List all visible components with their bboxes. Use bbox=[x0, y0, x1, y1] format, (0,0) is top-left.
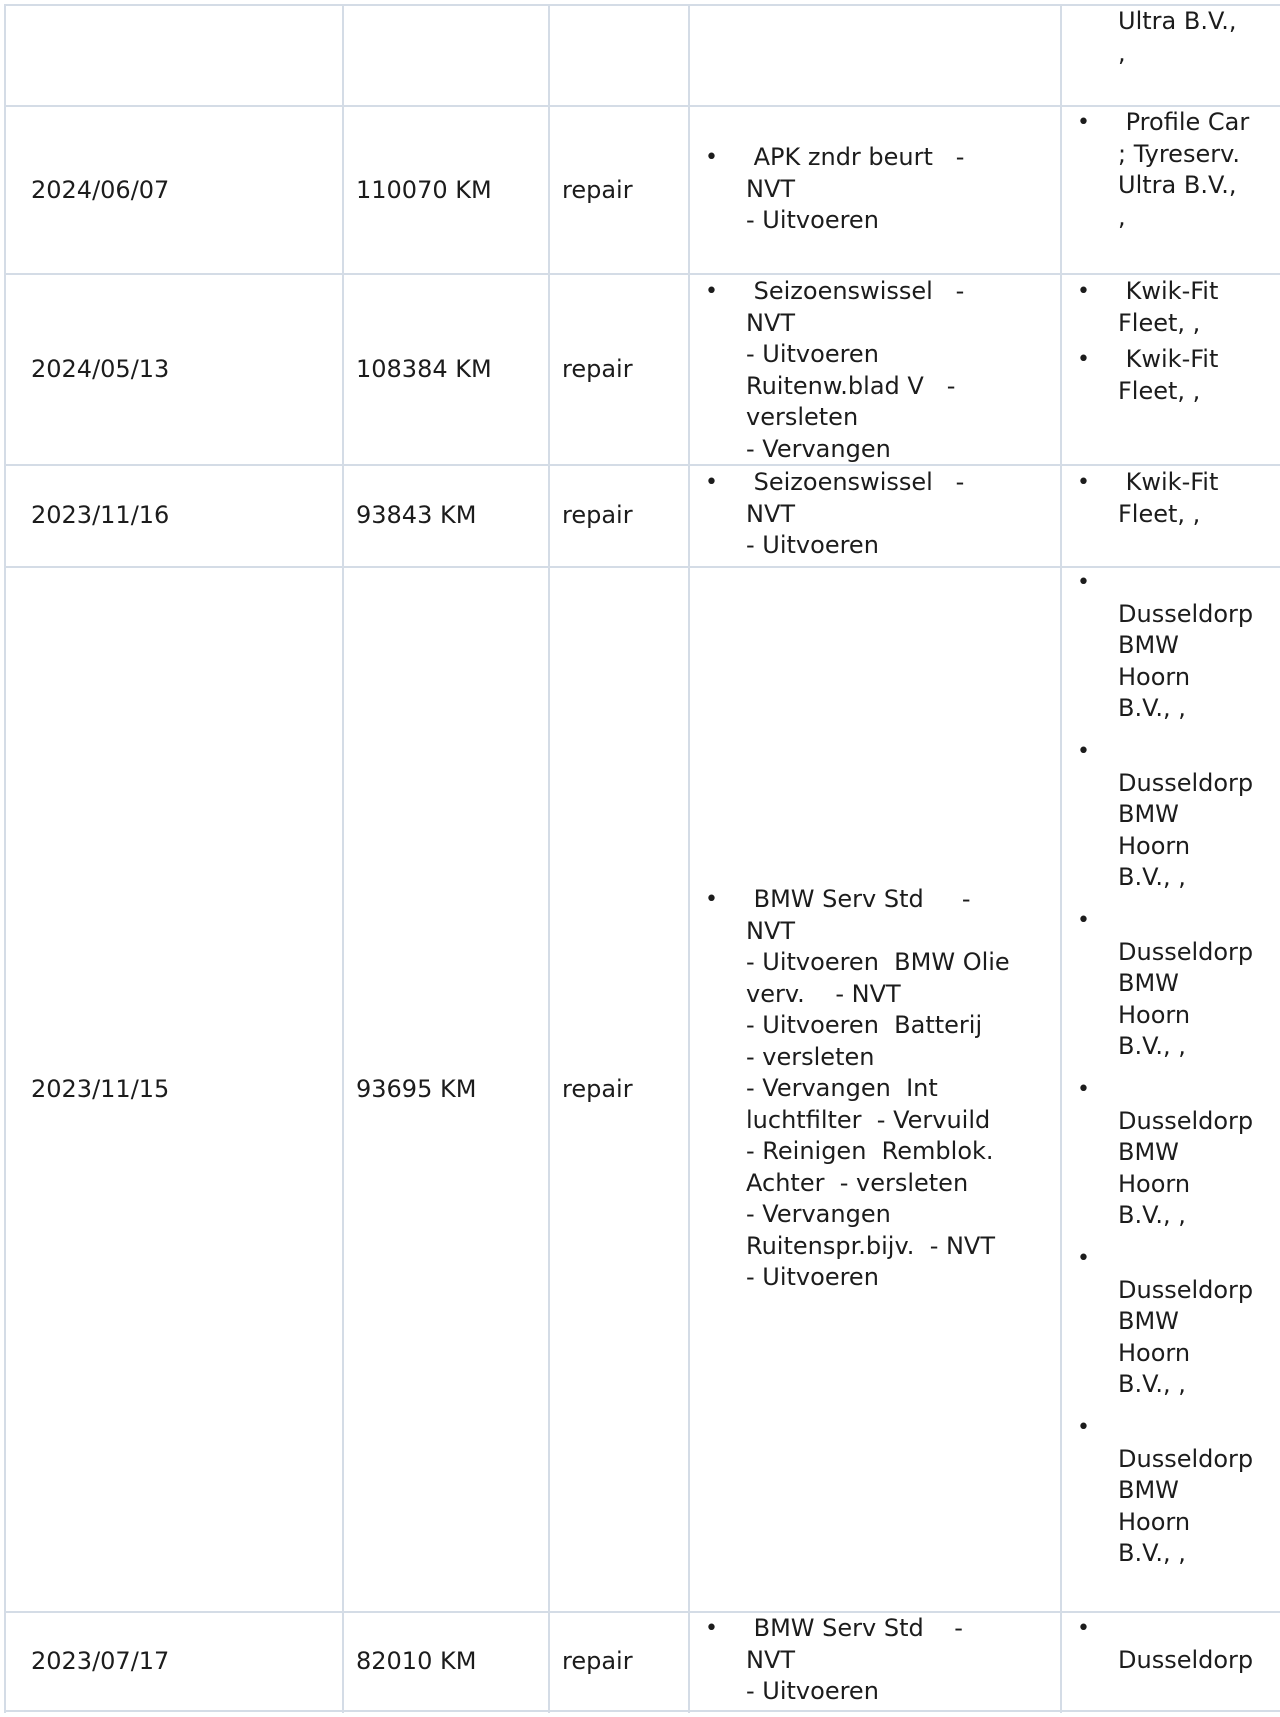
bullet-icon: • bbox=[1077, 279, 1090, 304]
garage-name-line: Dusseldorp bbox=[1118, 599, 1254, 628]
garage-name-line: B.V., , bbox=[1118, 1539, 1186, 1567]
garage-name-line bbox=[1118, 1243, 1253, 1275]
work-item-line: APK zndr beurt - bbox=[746, 143, 965, 171]
work-item-line: luchtfilter - Vervuild bbox=[746, 1105, 991, 1134]
row-divider bbox=[4, 273, 1280, 275]
work-item-line: - Uitvoeren bbox=[746, 206, 879, 234]
garage-name-line: Hoorn bbox=[1118, 1507, 1191, 1536]
garage-name-line: B.V., , bbox=[1118, 863, 1186, 891]
garage-name bbox=[1118, 344, 1218, 407]
garage-name-line: Dusseldorp bbox=[1118, 1444, 1254, 1473]
bullet-icon: • bbox=[1077, 570, 1090, 595]
bullet-icon: • bbox=[1077, 110, 1090, 135]
type-cell: repair bbox=[562, 1647, 633, 1675]
type-cell: repair bbox=[562, 501, 633, 529]
date-cell: 2023/11/15 bbox=[31, 1075, 170, 1103]
column-divider bbox=[548, 4, 550, 1713]
garage-name-line: Dusseldorp bbox=[1118, 1275, 1254, 1304]
garage-name bbox=[1118, 467, 1218, 530]
bullet-icon: • bbox=[1077, 908, 1090, 933]
bullet-icon: • bbox=[1077, 739, 1090, 764]
work-item-line: Ruitenspr.bijv. - NVT bbox=[746, 1231, 996, 1260]
odometer-cell: 82010 KM bbox=[356, 1647, 477, 1675]
work-item bbox=[746, 276, 964, 465]
garage-name-line: Dusseldorp bbox=[1118, 937, 1254, 966]
garage-name-line: Kwik-Fit bbox=[1118, 468, 1219, 496]
work-item-line: - Reinigen Remblok. bbox=[746, 1137, 994, 1165]
bullet-icon: • bbox=[1077, 1415, 1090, 1440]
garage-name bbox=[1118, 1074, 1253, 1232]
type-cell: repair bbox=[562, 1075, 633, 1103]
garage-name-line: BMW bbox=[1118, 1307, 1179, 1335]
column-divider bbox=[4, 4, 6, 1713]
garage-name-line: , bbox=[1118, 38, 1126, 67]
garage-name-line: Fleet, , bbox=[1118, 376, 1201, 405]
garage-name-line: BMW bbox=[1118, 800, 1179, 828]
work-item bbox=[746, 142, 964, 237]
garage-name-line: Dusseldorp bbox=[1118, 1645, 1254, 1674]
garage-name-line: Hoorn bbox=[1118, 1338, 1191, 1367]
garage-name-line: Ultra B.V., bbox=[1118, 171, 1237, 199]
garage-name-line: Fleet, , bbox=[1118, 308, 1201, 337]
bullet-icon: • bbox=[1077, 347, 1090, 372]
row-divider bbox=[4, 464, 1280, 466]
type-cell: repair bbox=[562, 176, 633, 204]
work-item-line: - Uitvoeren Batterij bbox=[746, 1011, 983, 1039]
garage-name-line: Dusseldorp bbox=[1118, 1106, 1254, 1135]
work-item-line: versleten bbox=[746, 403, 859, 431]
work-item-line: NVT bbox=[746, 499, 796, 528]
garage-name-line: B.V., , bbox=[1118, 1032, 1186, 1060]
garage-name bbox=[1118, 276, 1218, 339]
row-divider bbox=[4, 4, 1280, 6]
work-item-line: BMW Serv Std - bbox=[746, 885, 971, 913]
column-divider bbox=[688, 4, 690, 1713]
work-item-line: NVT bbox=[746, 308, 796, 337]
garage-name-line: Dusseldorp bbox=[1118, 768, 1254, 797]
garage-name-line bbox=[1118, 905, 1253, 937]
garage-name bbox=[1118, 1412, 1253, 1570]
garage-name-line bbox=[1118, 1074, 1253, 1106]
type-cell: repair bbox=[562, 355, 633, 383]
garage-name-line: B.V., , bbox=[1118, 1370, 1186, 1398]
garage-name-line: B.V., , bbox=[1118, 1201, 1186, 1229]
garage-name bbox=[1118, 1243, 1253, 1401]
garage-name-line: BMW bbox=[1118, 631, 1179, 659]
work-item-line: - Vervangen Int bbox=[746, 1074, 938, 1102]
work-item-line: - versleten bbox=[746, 1042, 875, 1071]
work-item-line: - Vervangen bbox=[746, 434, 891, 463]
bullet-icon: • bbox=[705, 470, 718, 495]
column-divider bbox=[1060, 4, 1062, 1713]
bullet-icon: • bbox=[705, 887, 718, 912]
work-item-line: Achter - versleten bbox=[746, 1168, 969, 1197]
date-cell: 2023/07/17 bbox=[31, 1647, 170, 1675]
work-item-line: verv. - NVT bbox=[746, 979, 901, 1008]
work-item-line: - Uitvoeren bbox=[746, 531, 879, 559]
garage-name bbox=[1118, 736, 1253, 894]
work-item-line: NVT bbox=[746, 174, 796, 203]
garage-name-line: Hoorn bbox=[1118, 831, 1191, 860]
odometer-cell: 108384 KM bbox=[356, 355, 492, 383]
bullet-icon: • bbox=[1077, 1246, 1090, 1271]
work-item-line: Seizoenswissel - bbox=[746, 468, 965, 496]
odometer-cell: 93843 KM bbox=[356, 501, 477, 529]
work-item-line: BMW Serv Std - bbox=[746, 1614, 963, 1642]
bullet-icon: • bbox=[705, 1616, 718, 1641]
garage-name bbox=[1118, 905, 1253, 1063]
column-divider bbox=[342, 4, 344, 1713]
garage-name-line: Kwik-Fit bbox=[1118, 277, 1219, 305]
garage-name bbox=[1118, 107, 1249, 233]
bullet-icon: • bbox=[1077, 1616, 1090, 1641]
work-item-line: - Vervangen bbox=[746, 1200, 891, 1228]
garage-name-line: Profile Car bbox=[1118, 108, 1250, 136]
garage-name bbox=[1118, 567, 1253, 725]
garage-name-line: , bbox=[1118, 202, 1126, 231]
garage-name-line bbox=[1118, 736, 1253, 768]
garage-name-line: Hoorn bbox=[1118, 1169, 1191, 1198]
bullet-icon: • bbox=[705, 279, 718, 304]
garage-name-line: B.V., , bbox=[1118, 694, 1186, 722]
work-item-line: - Uitvoeren bbox=[746, 340, 879, 368]
date-cell: 2023/11/16 bbox=[31, 501, 170, 529]
garage-name-line: Ultra B.V., bbox=[1118, 7, 1237, 35]
garage-name-line: Hoorn bbox=[1118, 1000, 1191, 1029]
date-cell: 2024/05/13 bbox=[31, 355, 170, 383]
garage-name-line: Kwik-Fit bbox=[1118, 345, 1219, 373]
row-divider bbox=[4, 1710, 1280, 1712]
garage-name-line: BMW bbox=[1118, 1138, 1179, 1166]
garage-name-line: Hoorn bbox=[1118, 662, 1191, 691]
garage-name-line: Fleet, , bbox=[1118, 499, 1201, 528]
bullet-icon: • bbox=[1077, 1077, 1090, 1102]
garage-name bbox=[1118, 6, 1237, 69]
garage-name-line bbox=[1118, 1613, 1253, 1645]
odometer-cell: 93695 KM bbox=[356, 1075, 477, 1103]
work-item-line: - Uitvoeren bbox=[746, 1263, 879, 1291]
garage-name-line: ; Tyreserv. bbox=[1118, 139, 1241, 168]
date-cell: 2024/06/07 bbox=[31, 176, 170, 204]
garage-name bbox=[1118, 1613, 1253, 1676]
work-item-line: - Uitvoeren bbox=[746, 1677, 879, 1705]
work-item-line: NVT bbox=[746, 1645, 796, 1674]
garage-name-line bbox=[1118, 567, 1253, 599]
odometer-cell: 110070 KM bbox=[356, 176, 492, 204]
bullet-icon: • bbox=[1077, 470, 1090, 495]
work-item bbox=[746, 1613, 963, 1708]
work-item-line: Ruitenw.blad V - bbox=[746, 371, 956, 400]
garage-name-line bbox=[1118, 1412, 1253, 1444]
work-item-line: - Uitvoeren BMW Olie bbox=[746, 948, 1010, 976]
work-item-line: NVT bbox=[746, 916, 796, 945]
garage-name-line: BMW bbox=[1118, 969, 1179, 997]
bullet-icon: • bbox=[705, 145, 718, 170]
garage-name-line: BMW bbox=[1118, 1476, 1179, 1504]
work-item bbox=[746, 467, 964, 562]
work-item-line: Seizoenswissel - bbox=[746, 277, 965, 305]
work-item bbox=[746, 884, 1010, 1294]
